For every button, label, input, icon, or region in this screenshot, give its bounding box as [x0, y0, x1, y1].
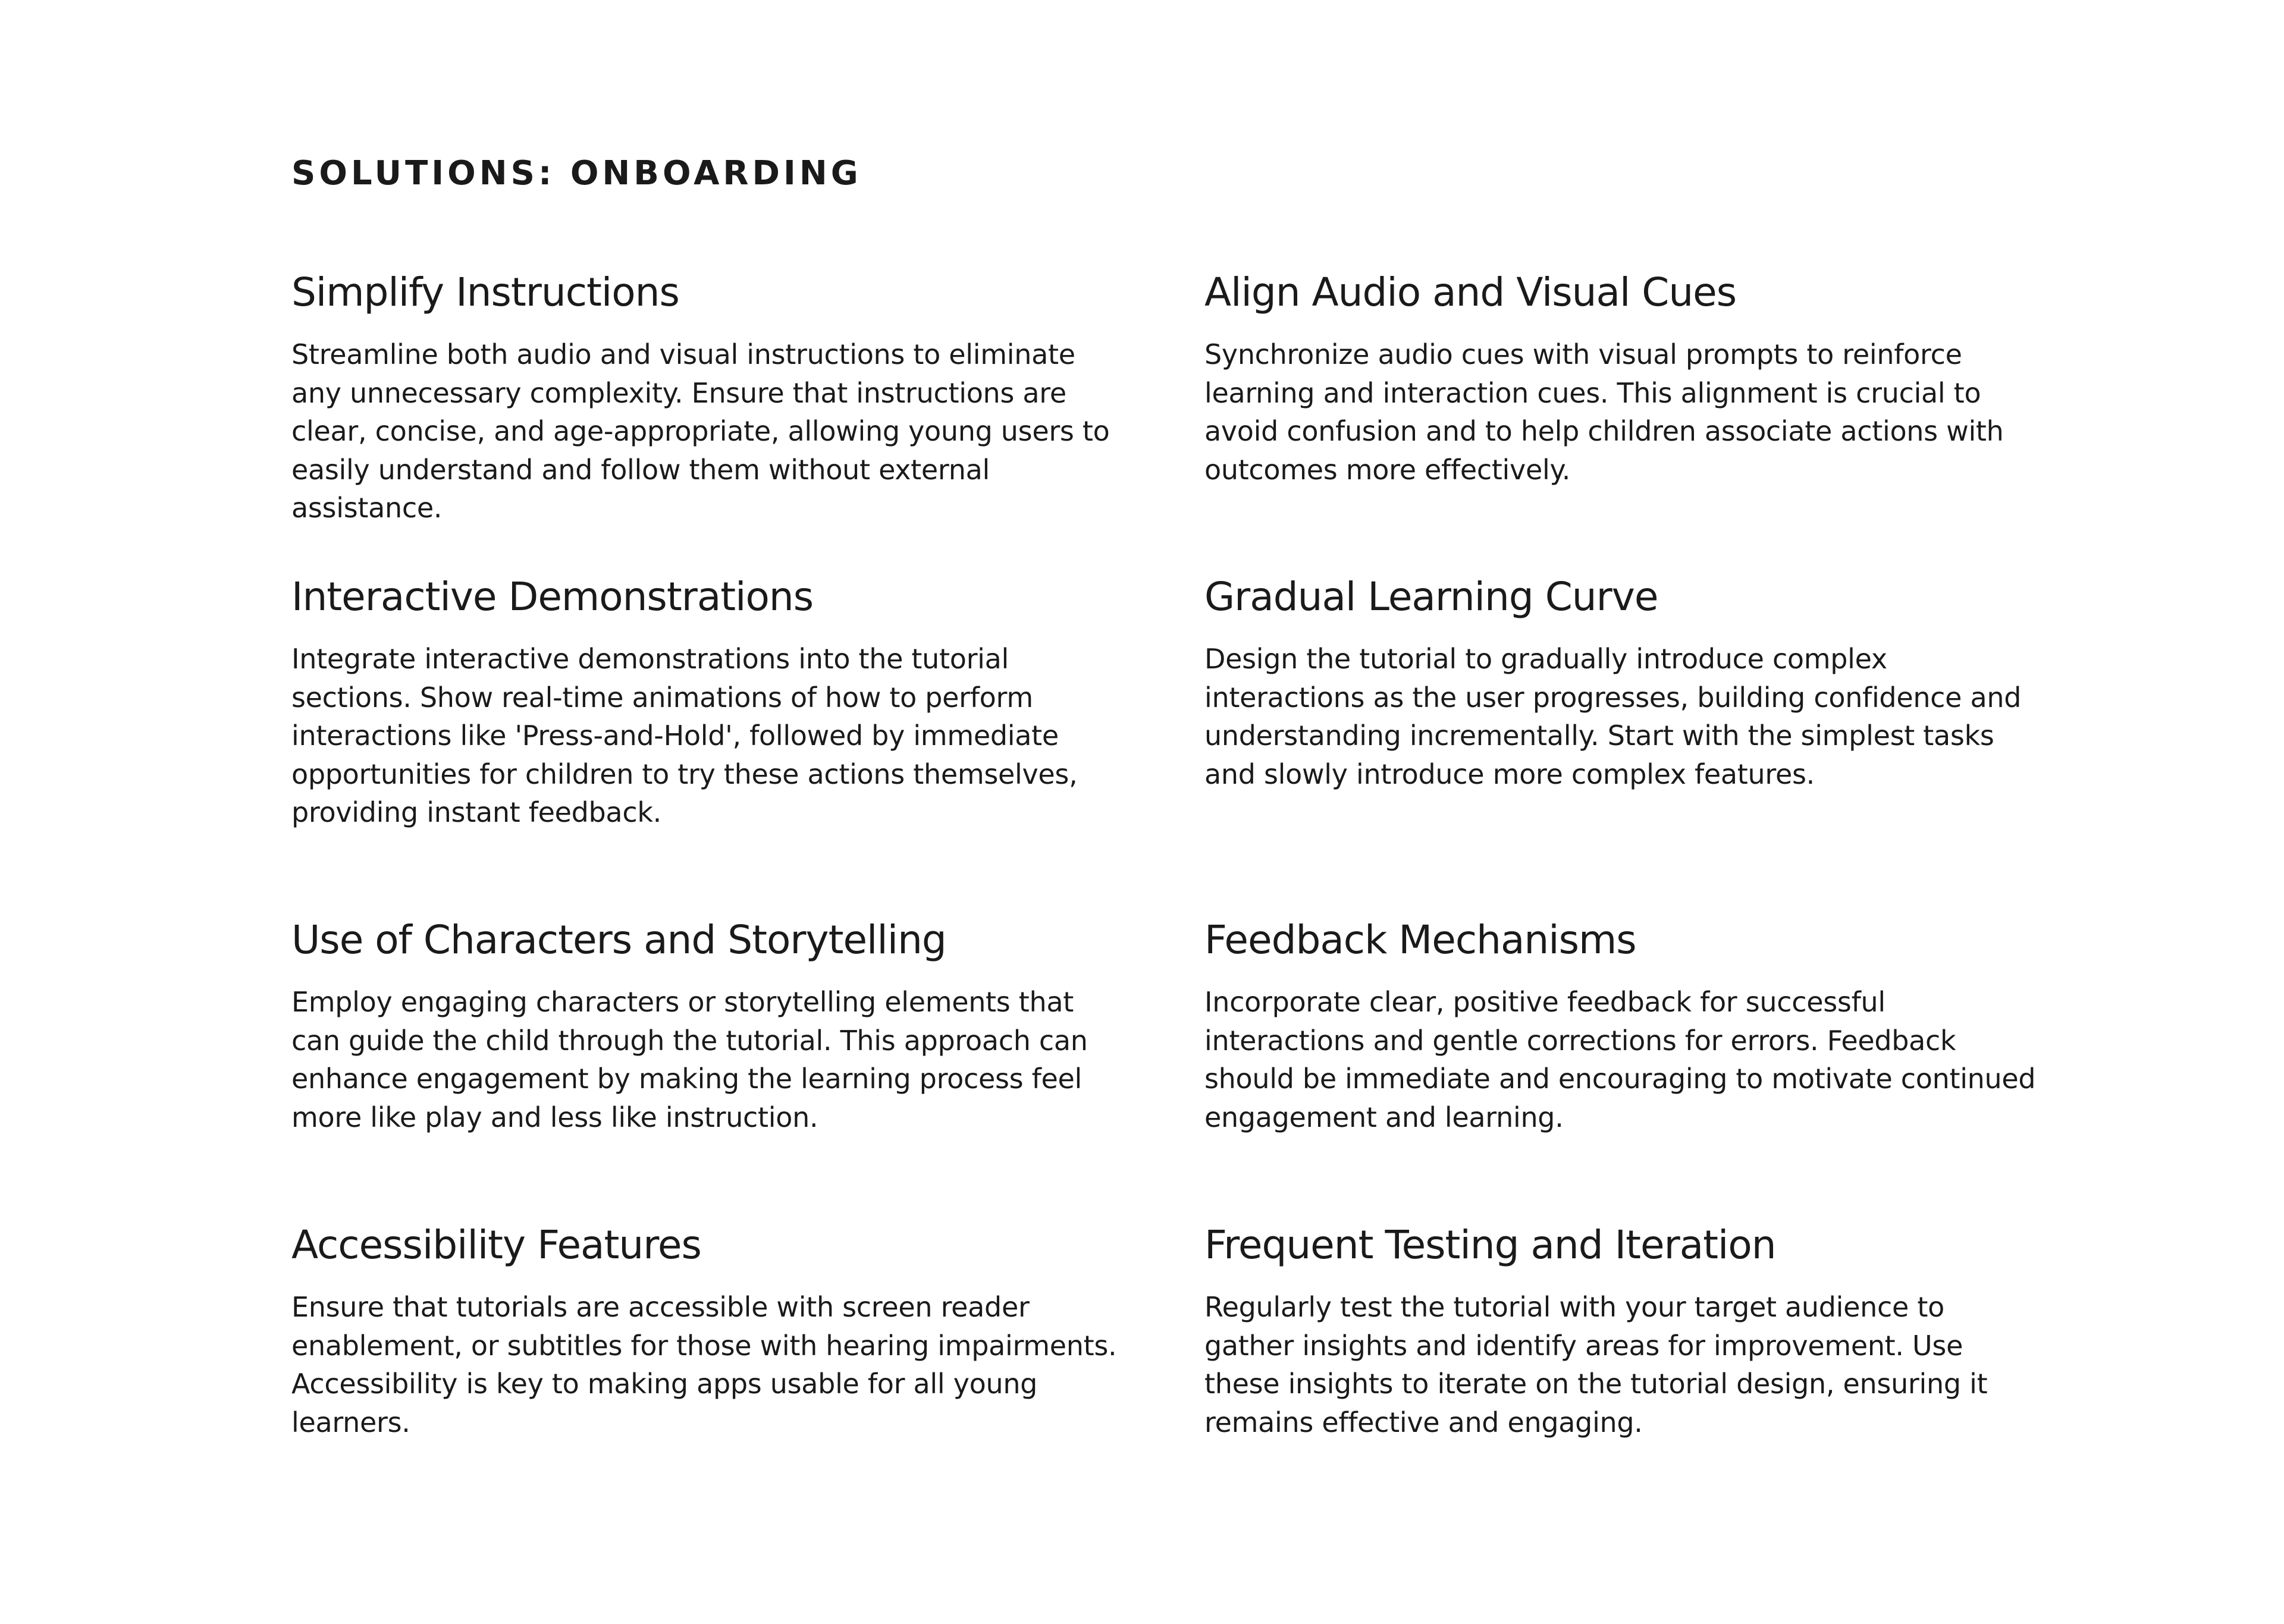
section-heading: Frequent Testing and Iteration: [1204, 1222, 1776, 1268]
section-heading: Accessibility Features: [291, 1222, 701, 1268]
section-body: Streamline both audio and visual instructions to eliminate any unnecessary complexity. Ensure that instructions are clear, concise, and age-appropriate, allowing young users to easily understand and follow them without external assistance.: [291, 338, 1110, 524]
section-heading: Feedback Mechanisms: [1204, 917, 1636, 963]
section-characters-storytelling: [291, 914, 1136, 1136]
section-body: Regularly test the tutorial with your target audience to gather insights and identify areas for improvement. Use these insights to iterate on the tutorial design, ensuring it remains effective and engaging.: [1204, 1291, 1988, 1438]
section-heading: Use of Characters and Storytelling: [291, 917, 946, 963]
section-frequent-testing-iteration: [1204, 1219, 2049, 1441]
section-interactive-demonstrations: [291, 571, 1136, 832]
section-heading: Simplify Instructions: [291, 269, 679, 315]
section-heading: Align Audio and Visual Cues: [1204, 269, 1737, 315]
section-body: Employ engaging characters or storytelling elements that can guide the child through the tutorial. This approach can enhance engagement by making the learning process feel more like play and less like instruction.: [291, 986, 1088, 1133]
section-body: Incorporate clear, positive feedback for successful interactions and gentle corrections for errors. Feedback should be immediate and encouraging to motivate continued engagement and learning.: [1204, 986, 2036, 1133]
page-title: SOLUTIONS: ONBOARDING: [291, 154, 862, 193]
section-feedback-mechanisms: [1204, 914, 2049, 1136]
section-heading: Interactive Demonstrations: [291, 574, 814, 620]
section-accessibility-features: [291, 1219, 1136, 1441]
section-body: Integrate interactive demonstrations into the tutorial sections. Show real-time animations of how to perform interactions like 'Press-and-Hold', followed by immediate opportunities for children to try these actions themselves, providing instant feedback.: [291, 643, 1078, 828]
section-gradual-learning-curve: [1204, 571, 2049, 793]
section-align-audio-visual-cues: [1204, 266, 2049, 489]
section-body: Ensure that tutorials are accessible with screen reader enablement, or subtitles for those with hearing impairments. Accessibility is key to making apps usable for all young learners.: [291, 1291, 1117, 1438]
section-body: Synchronize audio cues with visual prompts to reinforce learning and interaction cues. This alignment is crucial to avoid confusion and to help children associate actions with outcomes more effectively.: [1204, 338, 2004, 486]
section-simplify-instructions: [291, 266, 1136, 527]
section-body: Design the tutorial to gradually introduce complex interactions as the user progresses, building confidence and understanding incrementally. Start with the simplest tasks and slowly introduce more complex features.: [1204, 643, 2022, 790]
section-heading: Gradual Learning Curve: [1204, 574, 1658, 620]
